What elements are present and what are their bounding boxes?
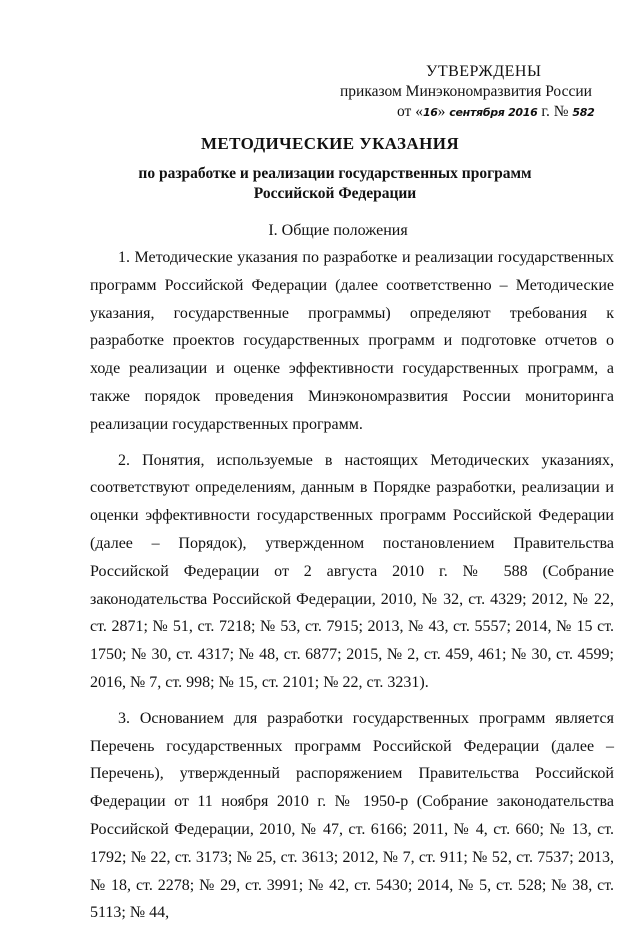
section-heading: I. Общие положения bbox=[268, 222, 408, 239]
approval-order-line: приказом Минэкономразвития России bbox=[340, 83, 592, 100]
handwritten-day: 16 bbox=[422, 106, 438, 119]
document-body bbox=[90, 244, 614, 927]
approval-title: УТВЕРЖДЕНЫ bbox=[426, 63, 542, 80]
paragraph-1: 1. Методические указания по разработке и реализации государственных программ Российской Федерации (далее соответственно – Методические указания, государственные программы) определяют требования к разработке проектов государственных программ и подготовке отчетов о ходе реализации и оценке эффективности государственных программ, а также порядок проведения Минэкономразвития России мониторинга реализации государственных программ. bbox=[90, 249, 614, 433]
handwritten-order-number: 582 bbox=[572, 106, 595, 119]
date-suffix: г. № bbox=[537, 103, 573, 120]
document-subtitle bbox=[0, 164, 640, 204]
subtitle-line-2: Российской Федерации bbox=[253, 185, 417, 202]
paragraph-3: 3. Основанием для разработки государственных программ является Перечень государственных программ Российской Федерации (далее – Перечень), утвержденный распоряжением Правительства Российской Федерации от 11 ноября 2010 г. № 1950-р (Собрание законодательства Российской Федерации, 2010, № 47, ст. 6166; 2011, № 4, ст. 660; № 13, ст. 1792; № 22, ст. 3173; № 25, ст. 3613; 2012, № 7, ст. 911; № 52, ст. 7537; 2013, № 18, ст. 2278; № 29, ст. 3991; № 42, ст. 5430; 2014, № 5, ст. 528; № 38, ст. 5113; № 44, bbox=[90, 709, 614, 922]
approval-date-line bbox=[340, 102, 610, 123]
document-title: МЕТОДИЧЕСКИЕ УКАЗАНИЯ bbox=[200, 134, 460, 153]
date-middle: » bbox=[437, 103, 450, 120]
paragraph-2: 2. Понятия, используемые в настоящих Методических указаниях, соответствуют определениям, данным в Порядке разработки, реализации и оценки эффективности государственных программ Российской Федерации (далее – Порядок), утвержденном постановлением Правительства Российской Федерации от 2 августа 2010 г. № 588 (Собрание законодательства Российской Федерации, 2010, № 32, ст. 4329; 2012, № 22, ст. 2871; № 51, ст. 7218; № 53, ст. 7915; 2013, № 43, ст. 5557; 2014, № 15 ст. 1750; № 30, ст. 4317; № 48, ст. 6877; 2015, № 2, ст. 459, 461; № 30, ст. 4599; 2016, № 7, ст. 998; № 15, ст. 2101; № 22, ст. 3231). bbox=[90, 451, 614, 691]
subtitle-line-1: по разработке и реализации государственных программ bbox=[138, 165, 532, 182]
date-prefix: от « bbox=[397, 103, 423, 120]
approval-stamp bbox=[340, 62, 610, 123]
handwritten-month-year: сентября 2016 bbox=[449, 106, 538, 119]
